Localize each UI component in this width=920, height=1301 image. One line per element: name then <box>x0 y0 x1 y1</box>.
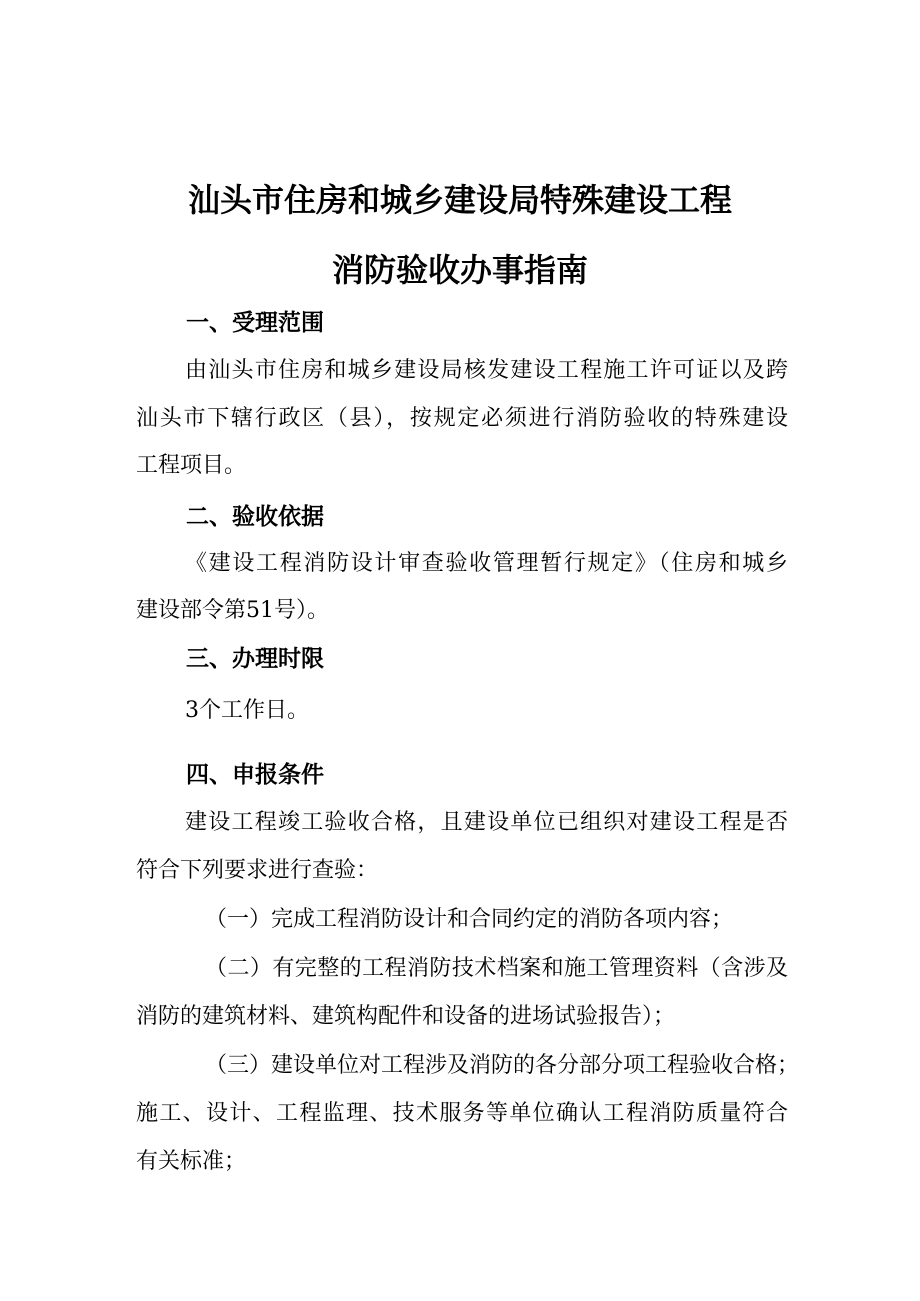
document-title-line-1: 汕头市住房和城乡建设局特殊建设工程 <box>187 181 732 219</box>
list-item-line: 有关标准； <box>136 1149 247 1174</box>
paragraph-line: 由汕头市住房和城乡建设局核发建设工程施工许可证以及跨 <box>185 358 788 383</box>
paragraph-line: 建设工程竣工验收合格，且建设单位已组织对建设工程是否 <box>185 810 788 835</box>
paragraph-line: 3个工作日。 <box>185 698 309 723</box>
section-heading-scope: 一、受理范围 <box>186 310 324 336</box>
paragraph-line: 符合下列要求进行查验： <box>136 858 379 883</box>
paragraph-line: 工程项目。 <box>136 453 247 478</box>
list-item-line: （一）完成工程消防设计和合同约定的消防各项内容； <box>205 907 734 932</box>
document-title-line-2: 消防验收办事指南 <box>331 251 588 289</box>
list-item-line: 消防的建筑材料、建筑构配件和设备的进场试验报告）； <box>136 1004 676 1029</box>
section-heading-basis: 二、验收依据 <box>186 504 324 530</box>
paragraph-line: 建设部令第51号）。 <box>136 598 329 623</box>
section-heading-time-limit: 三、办理时限 <box>186 646 324 672</box>
section-heading-conditions: 四、申报条件 <box>186 762 324 788</box>
list-item-line: （二）有完整的工程消防技术档案和施工管理资料（含涉及 <box>205 956 788 981</box>
paragraph-line: 《建设工程消防设计审查验收管理暂行规定》（住房和城乡 <box>185 551 788 576</box>
paragraph-line: 汕头市下辖行政区（县），按规定必须进行消防验收的特殊建设 <box>136 406 788 431</box>
list-item-line: （三）建设单位对工程涉及消防的各分部分项工程验收合格； <box>205 1053 800 1078</box>
list-item-line: 施工、设计、工程监理、技术服务等单位确认工程消防质量符合 <box>136 1101 788 1126</box>
